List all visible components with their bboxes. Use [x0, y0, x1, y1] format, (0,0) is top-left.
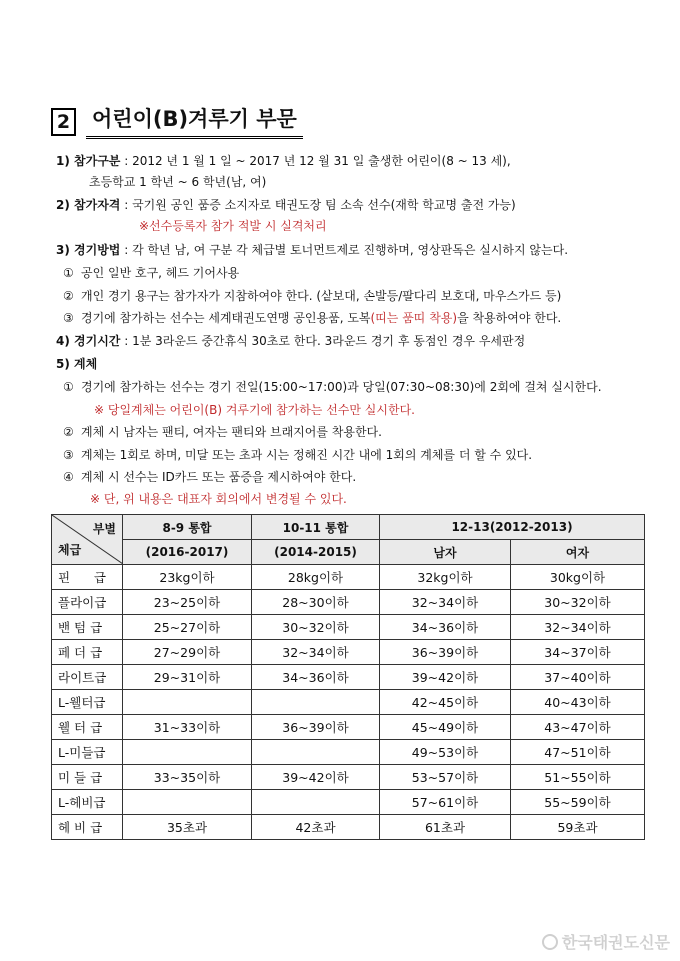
- section-title: 어린이(B)겨루기 부문: [86, 104, 303, 139]
- cell-8-9: 25~27이하: [123, 615, 252, 640]
- weigh-sub-text: 계체 시 남자는 팬티, 여자는 팬티와 브래지어를 착용한다.: [81, 425, 382, 439]
- corner-division-label: 부별: [92, 522, 116, 536]
- col1-years: (2016-2017): [123, 540, 252, 565]
- cell-12-13-male: 42~45이하: [380, 690, 511, 715]
- weigh-sub-text: 계체 시 선수는 ID카드 또는 품증을 제시하여야 한다.: [81, 470, 357, 484]
- cell-12-13-female: 59초과: [511, 815, 645, 840]
- table-row: [52, 615, 645, 640]
- cell-8-9: 35초과: [123, 815, 252, 840]
- circled-number: ①: [63, 380, 74, 394]
- weight-class-name: 밴 텀 급: [52, 615, 123, 640]
- weight-class-name: L-웰터급: [52, 690, 123, 715]
- col3-female: 여자: [511, 540, 645, 565]
- cell-12-13-male: 36~39이하: [380, 640, 511, 665]
- watermark: [542, 930, 670, 953]
- cell-12-13-female: 34~37이하: [511, 640, 645, 665]
- method-sub-text: 을 착용하여야 한다.: [457, 311, 562, 325]
- cell-12-13-male: 39~42이하: [380, 665, 511, 690]
- cell-8-9: 29~31이하: [123, 665, 252, 690]
- cell-12-13-female: 55~59이하: [511, 790, 645, 815]
- cell-10-11: 28kg이하: [252, 565, 380, 590]
- table-row: [52, 590, 645, 615]
- cell-10-11: 39~42이하: [252, 765, 380, 790]
- col2-title: 10-11 통합: [252, 515, 380, 540]
- cell-10-11: 42초과: [252, 815, 380, 840]
- cell-12-13-female: 51~55이하: [511, 765, 645, 790]
- table-row: [52, 740, 645, 765]
- method-sub-1: [63, 265, 239, 281]
- weight-class-name: 웰 터 급: [52, 715, 123, 740]
- weight-class-name: 플라이급: [52, 590, 123, 615]
- cell-10-11: 28~30이하: [252, 590, 380, 615]
- method-sub-red: (띠는 품띠 착용): [370, 311, 458, 325]
- table-row: [52, 790, 645, 815]
- table-row: [52, 765, 645, 790]
- corner-class-label: 체급: [58, 543, 82, 557]
- entry-class-line2: 초등학교 1 학년 ~ 6 학년(남, 여): [89, 175, 267, 189]
- cell-12-13-male: 45~49이하: [380, 715, 511, 740]
- circled-number: ②: [63, 425, 74, 439]
- cell-12-13-female: 32~34이하: [511, 615, 645, 640]
- method-sub-3: [63, 310, 561, 326]
- cell-12-13-female: 37~40이하: [511, 665, 645, 690]
- qualification-note: ※선수등록자 참가 적발 시 실격처리: [139, 219, 327, 233]
- method-sub-text: 개인 경기 용구는 참가자가 지참하여야 한다. (샅보대, 손발등/팔다리 보호대, 마우스가드 등): [81, 289, 562, 303]
- circled-number: ③: [63, 311, 74, 325]
- time-text: : 1분 3라운드 중간휴식 30초로 한다. 3라운드 경기 후 동점인 경우 우세판정: [120, 334, 526, 348]
- cell-8-9: 27~29이하: [123, 640, 252, 665]
- method-text: : 각 학년 남, 여 구분 각 체급별 토너먼트제로 진행하며, 영상판독은 실시하지 않는다.: [120, 243, 569, 257]
- method-sub-text: 공인 일반 호구, 헤드 기어사용: [81, 266, 240, 280]
- weigh-sub-2: [63, 424, 382, 440]
- section-number: 2: [51, 108, 76, 136]
- cell-10-11: 30~32이하: [252, 615, 380, 640]
- cell-8-9: 23~25이하: [123, 590, 252, 615]
- cell-10-11: 32~34이하: [252, 640, 380, 665]
- table-body: [52, 565, 645, 840]
- qualification-line: [56, 197, 516, 213]
- entry-class-label: 1) 참가구분: [56, 154, 121, 168]
- col3-male: 남자: [380, 540, 511, 565]
- cell-10-11: [252, 740, 380, 765]
- table-row: [52, 665, 645, 690]
- watermark-text: 한국태권도신문: [561, 933, 670, 952]
- cell-12-13-male: 49~53이하: [380, 740, 511, 765]
- cell-10-11: 36~39이하: [252, 715, 380, 740]
- method-label: 3) 경기방법: [56, 243, 121, 257]
- cell-8-9: [123, 690, 252, 715]
- time-line: [56, 333, 525, 349]
- weight-class-name: 페 더 급: [52, 640, 123, 665]
- weigh-sub-3: [63, 447, 532, 463]
- table-corner-cell: [52, 515, 123, 565]
- weight-class-name: 라이트급: [52, 665, 123, 690]
- cell-12-13-female: 47~51이하: [511, 740, 645, 765]
- cell-12-13-male: 34~36이하: [380, 615, 511, 640]
- cell-8-9: [123, 740, 252, 765]
- table-row: [52, 715, 645, 740]
- weight-class-table: [51, 514, 645, 840]
- weigh-sub-4: [63, 469, 356, 485]
- cell-12-13-female: 43~47이하: [511, 715, 645, 740]
- cell-12-13-female: 30~32이하: [511, 590, 645, 615]
- table-row: [52, 640, 645, 665]
- weigh-note-2: ※ 단, 위 내용은 대표자 회의에서 변경될 수 있다.: [90, 492, 347, 506]
- cell-12-13-male: 61초과: [380, 815, 511, 840]
- table-row: [52, 815, 645, 840]
- col2-years: (2014-2015): [252, 540, 380, 565]
- circled-number: ①: [63, 266, 74, 280]
- col3-title: 12-13(2012-2013): [380, 515, 645, 540]
- table-header-row: [52, 515, 645, 540]
- table-row: [52, 690, 645, 715]
- method-sub-2: [63, 288, 561, 304]
- weight-class-name: 핀 급: [52, 565, 123, 590]
- qualification-text: : 국기원 공인 품증 소지자로 태권도장 팀 소속 선수(재학 학교명 출전 가능): [120, 198, 516, 212]
- weight-class-name: 미 들 급: [52, 765, 123, 790]
- cell-10-11: 34~36이하: [252, 665, 380, 690]
- cell-8-9: 23kg이하: [123, 565, 252, 590]
- cell-12-13-male: 57~61이하: [380, 790, 511, 815]
- newspaper-logo-icon: [542, 934, 558, 950]
- table-row: [52, 565, 645, 590]
- cell-10-11: [252, 790, 380, 815]
- circled-number: ④: [63, 470, 74, 484]
- entry-class-text: : 2012 년 1 월 1 일 ~ 2017 년 12 월 31 일 출생한 어린이(8 ~ 13 세),: [120, 154, 511, 168]
- cell-10-11: [252, 690, 380, 715]
- cell-8-9: 31~33이하: [123, 715, 252, 740]
- section-header: [51, 104, 303, 139]
- weight-class-name: L-미들급: [52, 740, 123, 765]
- cell-12-13-female: 40~43이하: [511, 690, 645, 715]
- method-line: [56, 242, 568, 258]
- table-subheader-row: [52, 540, 645, 565]
- weigh-sub-text: 계체는 1회로 하며, 미달 또는 초과 시는 정해진 시간 내에 1회의 계체를 더 할 수 있다.: [81, 448, 533, 462]
- qualification-label: 2) 참가자격: [56, 198, 121, 212]
- cell-12-13-female: 30kg이하: [511, 565, 645, 590]
- cell-12-13-male: 32kg이하: [380, 565, 511, 590]
- weigh-sub-text: 경기에 참가하는 선수는 경기 전일(15:00~17:00)과 당일(07:30~08:30)에 2회에 걸쳐 실시한다.: [81, 380, 602, 394]
- weight-class-name: L-헤비급: [52, 790, 123, 815]
- weight-class-name: 헤 비 급: [52, 815, 123, 840]
- time-label: 4) 경기시간: [56, 334, 121, 348]
- col1-title: 8-9 통합: [123, 515, 252, 540]
- cell-8-9: [123, 790, 252, 815]
- cell-8-9: 33~35이하: [123, 765, 252, 790]
- weigh-note-1: ※ 당일계체는 어린이(B) 겨루기에 참가하는 선수만 실시한다.: [94, 403, 415, 417]
- weigh-sub-1: [63, 379, 602, 395]
- cell-12-13-male: 32~34이하: [380, 590, 511, 615]
- weigh-label: 5) 계체: [56, 357, 98, 371]
- entry-class-line: [56, 153, 511, 169]
- method-sub-text: 경기에 참가하는 선수는 세계태권도연맹 공인용품, 도복: [81, 311, 371, 325]
- cell-12-13-male: 53~57이하: [380, 765, 511, 790]
- circled-number: ②: [63, 289, 74, 303]
- circled-number: ③: [63, 448, 74, 462]
